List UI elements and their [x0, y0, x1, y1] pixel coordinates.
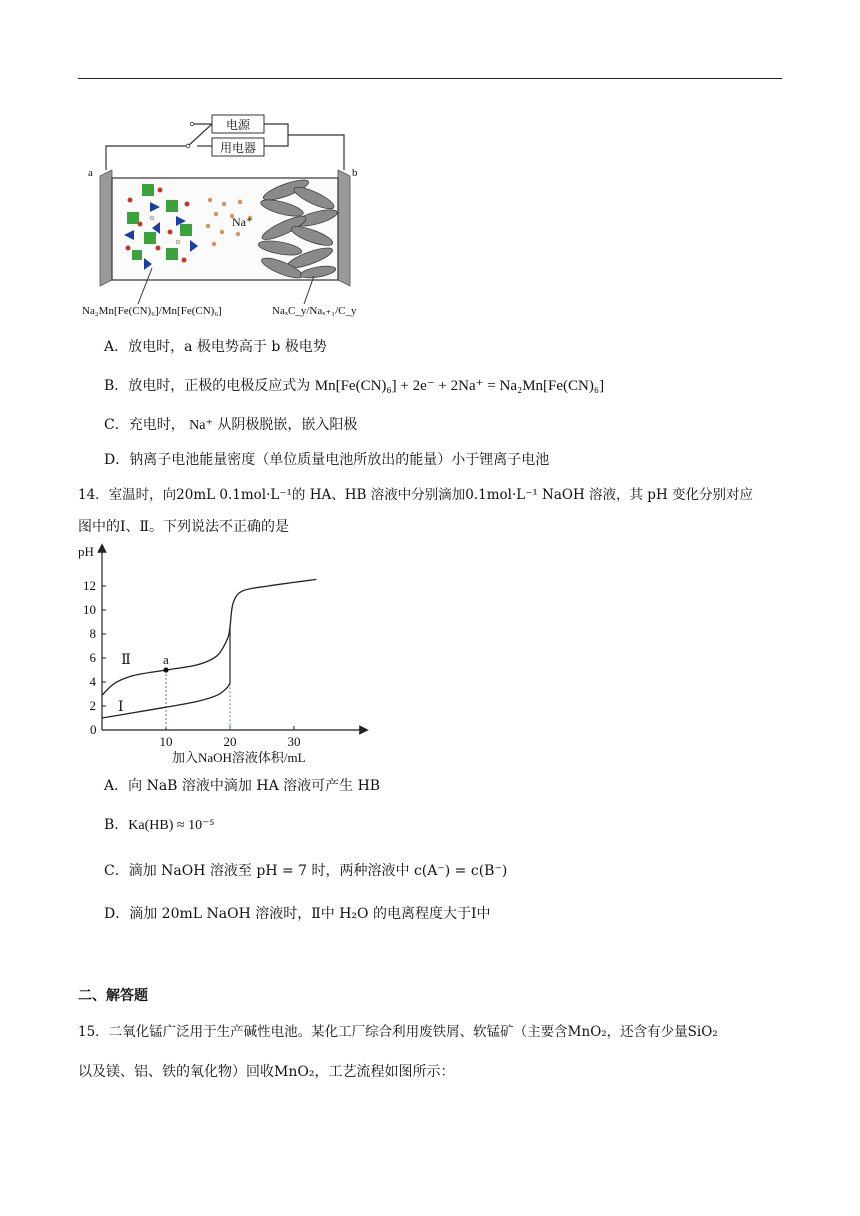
q13-option-a	[104, 338, 327, 356]
option-text: 放电时，a 极电势高于 b 极电势	[128, 339, 327, 355]
section-heading: 二、解答题	[78, 988, 148, 1004]
y-tick-label: 10	[83, 602, 96, 617]
header-rule	[78, 78, 782, 79]
x-tick-label: 30	[287, 734, 301, 749]
electrode-a-label: a	[88, 167, 93, 179]
battery-diagram	[82, 108, 382, 322]
x-axis-label: 加入NaOH溶液体积/mL	[172, 750, 306, 765]
cathode-material-label: Na₂Mn[Fe(CN)₆]/Mn[Fe(CN)₆]	[82, 305, 222, 317]
q15-stem-line2: 以及镁、铝、铁的氧化物）回收MnO₂，工艺流程如图所示：	[78, 1064, 455, 1080]
titration-chart	[74, 542, 374, 768]
option-letter: D．	[104, 452, 130, 468]
load-device-label: 用电器	[219, 141, 257, 155]
q14-option-c	[104, 862, 507, 880]
origin-label: 0	[90, 722, 97, 737]
y-tick-label: 6	[89, 650, 96, 665]
option-letter: B．	[104, 817, 129, 833]
q13-option-c	[104, 416, 357, 435]
q15-stem-line1: 15．二氧化锰广泛用于生产碱性电池。某化工厂综合利用废铁屑、软锰矿（主要含MnO₂，还含有少量SiO₂	[78, 1024, 718, 1040]
q14-stem-line1: 14．室温时，向20mL 0.1mol·L⁻¹的 HA、HB 溶液中分别滴加0.1mol·L⁻¹ NaOH 溶液，其 pH 变化分别对应	[78, 487, 754, 503]
q14-stem-line2: 图中的Ⅰ、Ⅱ。下列说法不正确的是	[78, 519, 290, 535]
option-text: 充电时，	[128, 417, 185, 433]
sodium-ion-label: Na⁺	[232, 215, 253, 229]
series-curve-II	[102, 579, 316, 695]
x-tick-label: 10	[159, 734, 173, 749]
option-letter: B．	[104, 378, 129, 394]
option-text-tail: 从阴极脱嵌，嵌入阳极	[217, 417, 358, 433]
option-text: Ka(HB) ≈ 10⁻⁵	[128, 818, 215, 833]
option-letter: A．	[104, 339, 129, 355]
power-source-label: 电源	[225, 118, 251, 132]
series-label-I: Ⅰ	[118, 699, 124, 715]
option-letter: A．	[104, 778, 129, 794]
option-text: 滴加 NaOH 溶液至 pH = 7 时，两种溶液中 c(A⁻) = c(B⁻)	[128, 863, 508, 879]
option-text: 钠离子电池能量密度（单位质量电池所放出的能量）小于锂离子电池	[129, 452, 550, 468]
electrode-b-label: b	[352, 167, 358, 179]
option-text: 滴加 20mL NaOH 溶液时，Ⅱ中 H₂O 的电离程度大于Ⅰ中	[129, 906, 491, 922]
x-tick-label: 20	[223, 734, 237, 749]
y-axis-label: pH	[78, 544, 94, 559]
anode-material-label: NaₓC_y/Naₓ₊₁/C_y	[272, 305, 357, 317]
sodium-ion-formula: Na⁺	[189, 418, 213, 433]
series-label-II: Ⅱ	[121, 653, 131, 668]
option-letter: D．	[104, 906, 130, 922]
option-letter: C．	[104, 417, 129, 433]
q14-option-b	[104, 816, 214, 835]
half-reaction-formula: Mn[Fe(CN)₆] + 2e⁻ + 2Na⁺ = Na₂Mn[Fe(CN)₆]	[314, 378, 605, 394]
point-a-label: a	[163, 652, 169, 667]
y-tick-label: 2	[89, 698, 96, 713]
q14-option-a	[104, 777, 380, 795]
option-text: 向 NaB 溶液中滴加 HA 溶液可产生 HB	[128, 778, 381, 794]
y-tick-label: 4	[89, 674, 96, 689]
y-tick-label: 8	[89, 626, 96, 641]
y-tick-label: 12	[83, 578, 96, 593]
option-text: 放电时，正极的电极反应式为	[128, 378, 311, 394]
point-a-marker	[163, 667, 168, 672]
q13-option-b	[104, 377, 604, 395]
option-letter: C．	[104, 863, 129, 879]
q14-option-d	[104, 905, 491, 923]
q13-option-d	[104, 451, 549, 469]
